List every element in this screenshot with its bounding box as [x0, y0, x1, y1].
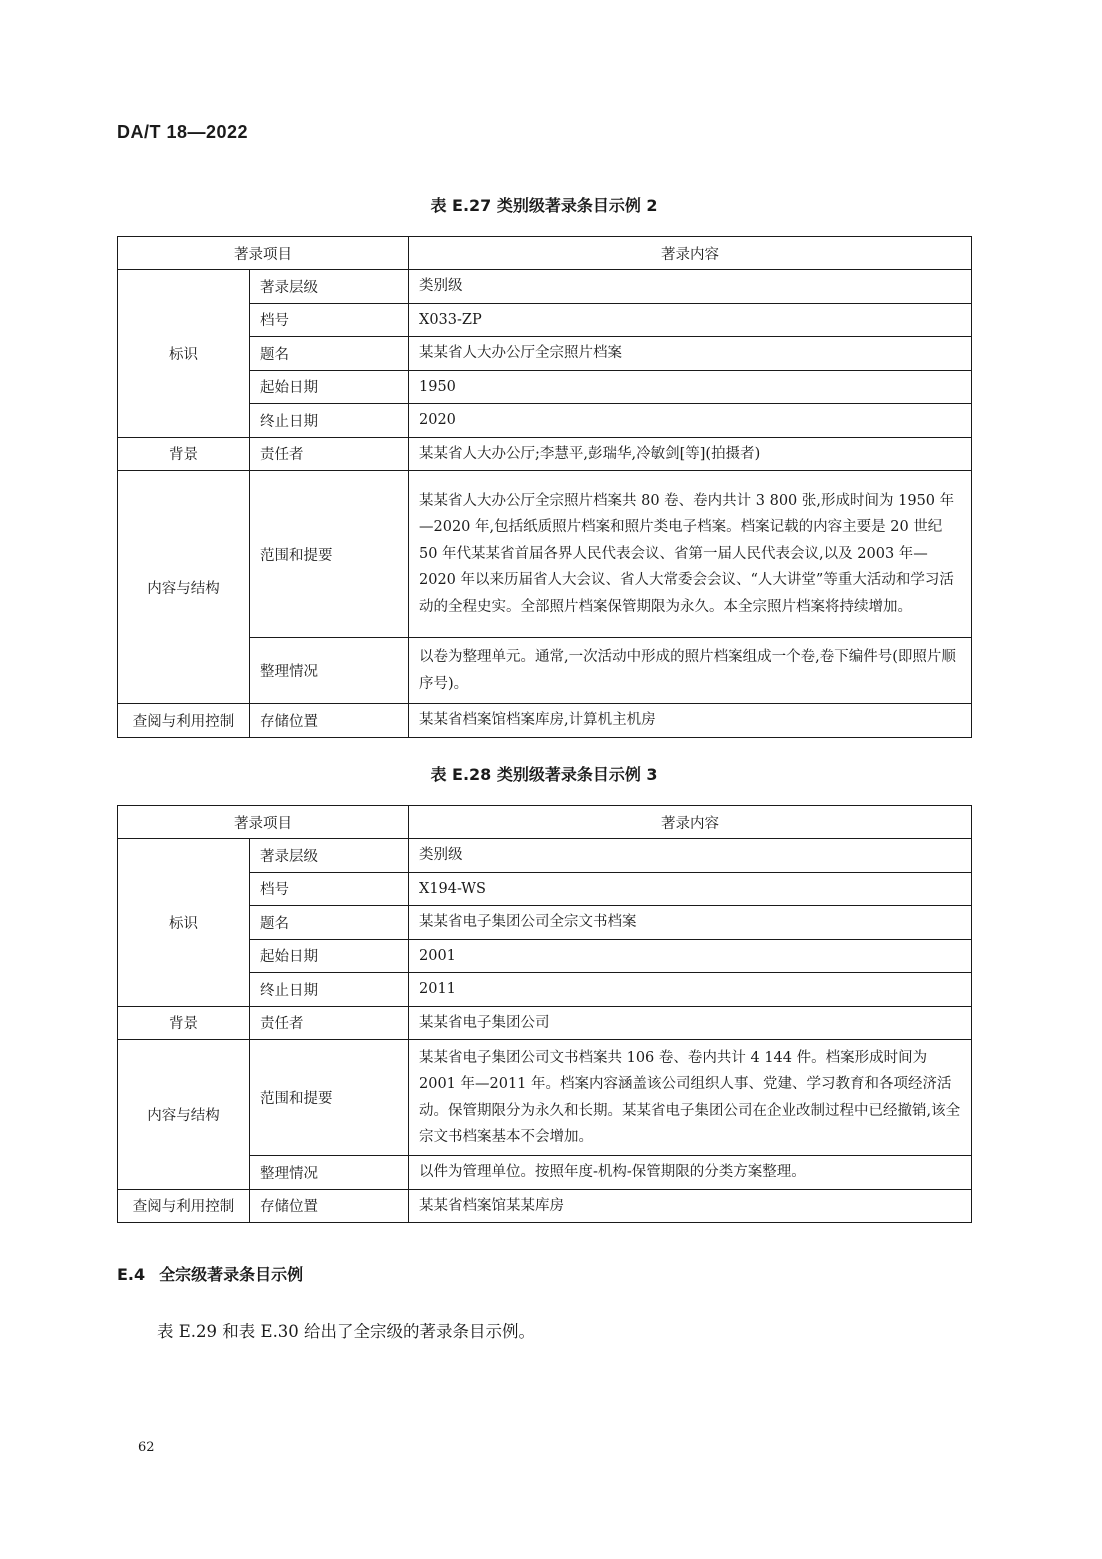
item-value: 某某省人大办公厅;李慧平,彭瑞华,冷敏剑[等](拍摄者) — [409, 437, 972, 471]
group-label: 内容与结构 — [118, 471, 250, 704]
item-value: 某某省人大办公厅全宗照片档案共 80 卷、卷内共计 3 800 张,形成时间为 1950 年—2020 年,包括纸质照片档案和照片类电子档案。档案记载的内容主要是 20 世纪 50 年代某某省首届各界人民代表会议、省第一届人民代表会议,以及 2003 年—2020 年以来历届省人大会议、省人大常委会会议、“人大讲堂”等重大活动和学习活动的全程史实。全部照片档案保管期限为永久。本全宗照片档案将持续增加。 — [409, 471, 972, 638]
table-row — [118, 1006, 972, 1040]
group-label: 内容与结构 — [118, 1040, 250, 1190]
group-label: 标识 — [118, 839, 250, 1007]
section-number: E.4 — [117, 1265, 146, 1284]
item-value: X033-ZP — [409, 303, 972, 337]
group-label: 查阅与利用控制 — [118, 1189, 250, 1223]
item-label: 存储位置 — [250, 704, 409, 738]
table-row — [118, 270, 972, 304]
item-value: 以卷为整理单元。通常,一次活动中形成的照片档案组成一个卷,卷下编件号(即照片顺序号)。 — [409, 638, 972, 704]
item-label: 范围和提要 — [250, 471, 409, 638]
item-value: 2020 — [409, 404, 972, 438]
header-item: 著录项目 — [118, 806, 409, 839]
item-label: 著录层级 — [250, 839, 409, 873]
item-label: 起始日期 — [250, 939, 409, 973]
table-row — [118, 704, 972, 738]
table-caption-e27: 表 E.27 类别级著录条目示例 2 — [430, 196, 658, 215]
table-row — [118, 1189, 972, 1223]
item-label: 档号 — [250, 872, 409, 906]
item-value: 2001 — [409, 939, 972, 973]
group-label: 背景 — [118, 437, 250, 471]
item-label: 终止日期 — [250, 973, 409, 1007]
item-value: 以件为管理单位。按照年度-机构-保管期限的分类方案整理。 — [409, 1156, 972, 1190]
item-label: 档号 — [250, 303, 409, 337]
item-value: 1950 — [409, 370, 972, 404]
item-label: 责任者 — [250, 437, 409, 471]
table-row — [118, 471, 972, 638]
header-item: 著录项目 — [118, 237, 409, 270]
item-value: 某某省档案馆某某库房 — [409, 1189, 972, 1223]
item-value: 某某省人大办公厅全宗照片档案 — [409, 337, 972, 371]
table-row — [118, 839, 972, 873]
item-label: 题名 — [250, 337, 409, 371]
header-content: 著录内容 — [409, 806, 972, 839]
table-row — [118, 437, 972, 471]
table-e28 — [117, 805, 972, 1223]
item-value: 某某省电子集团公司 — [409, 1006, 972, 1040]
item-label: 责任者 — [250, 1006, 409, 1040]
table-row — [118, 1040, 972, 1156]
item-value: 类别级 — [409, 270, 972, 304]
item-label: 范围和提要 — [250, 1040, 409, 1156]
item-value: 类别级 — [409, 839, 972, 873]
page-number: 62 — [138, 1440, 155, 1455]
document-code-header: DA/T 18—2022 — [117, 122, 249, 142]
header-content: 著录内容 — [409, 237, 972, 270]
item-value: 2011 — [409, 973, 972, 1007]
item-value: 某某省档案馆档案库房,计算机主机房 — [409, 704, 972, 738]
item-label: 题名 — [250, 906, 409, 940]
item-value: 某某省电子集团公司全宗文书档案 — [409, 906, 972, 940]
item-value: X194-WS — [409, 872, 972, 906]
item-label: 起始日期 — [250, 370, 409, 404]
item-label: 存储位置 — [250, 1189, 409, 1223]
group-label: 查阅与利用控制 — [118, 704, 250, 738]
table-header-row — [118, 806, 972, 839]
item-value: 某某省电子集团公司文书档案共 106 卷、卷内共计 4 144 件。档案形成时间为 2001 年—2011 年。档案内容涵盖该公司组织人事、党建、学习教育和各项经济活动。保管期限分为永久和长期。某某省电子集团公司在企业改制过程中已经撤销,该全宗文书档案基本不会增加。 — [409, 1040, 972, 1156]
table-caption-e28: 表 E.28 类别级著录条目示例 3 — [430, 765, 658, 784]
group-label: 背景 — [118, 1006, 250, 1040]
item-label: 著录层级 — [250, 270, 409, 304]
table-header-row — [118, 237, 972, 270]
section-heading — [117, 1262, 303, 1285]
item-label: 终止日期 — [250, 404, 409, 438]
item-label: 整理情况 — [250, 638, 409, 704]
table-e27 — [117, 236, 972, 738]
group-label: 标识 — [118, 270, 250, 438]
body-paragraph: 表 E.29 和表 E.30 给出了全宗级的著录条目示例。 — [157, 1322, 536, 1341]
item-label: 整理情况 — [250, 1156, 409, 1190]
section-title: 全宗级著录条目示例 — [159, 1265, 304, 1284]
